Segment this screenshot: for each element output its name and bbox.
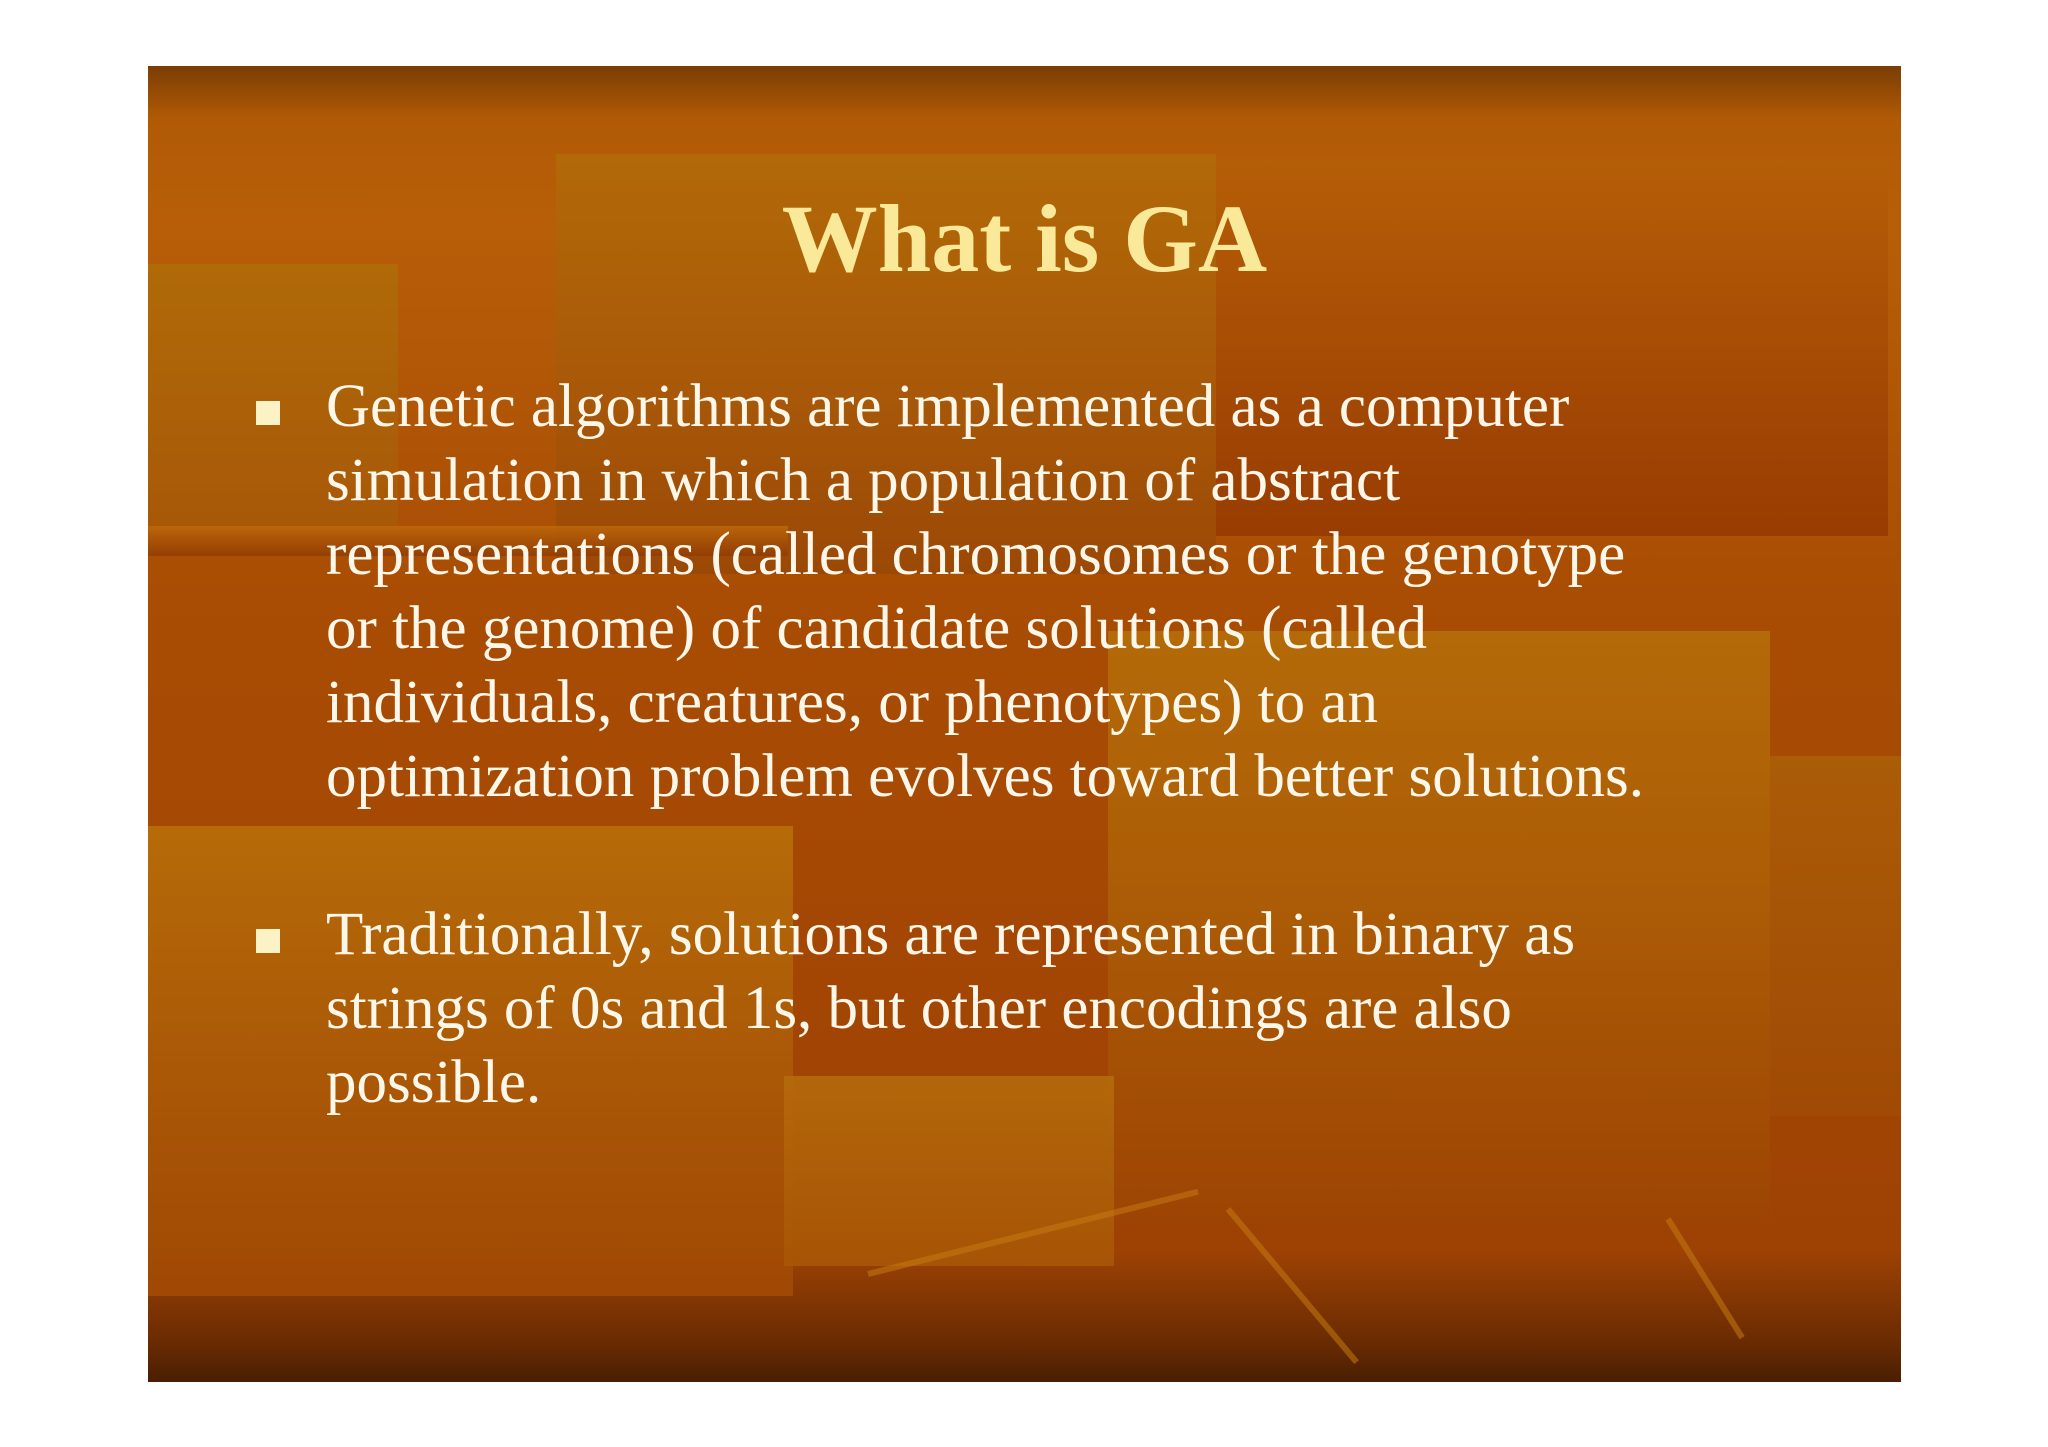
- square-bullet-icon: [256, 929, 280, 953]
- bullet-line: or the genome) of candidate solutions (called: [326, 595, 1428, 662]
- background-streak: [1226, 1207, 1359, 1364]
- bullet-line: strings of 0s and 1s, but other encodings are also: [326, 975, 1512, 1042]
- bullet-line: optimization problem evolves toward better solutions.: [326, 743, 1645, 810]
- bullet-item: [256, 898, 1876, 1120]
- bullet-text: [326, 370, 1644, 814]
- bullet-line: representations (called chromosomes or the genotype: [326, 521, 1626, 588]
- bullet-item: [256, 370, 1876, 814]
- square-bullet-icon: [256, 401, 280, 425]
- bullet-line: individuals, creatures, or phenotypes) to an: [326, 669, 1378, 736]
- bullet-line: possible.: [326, 1049, 542, 1116]
- bullet-list: [256, 370, 1876, 1120]
- slide-title: What is GA: [781, 185, 1268, 292]
- bullet-text: [326, 898, 1575, 1120]
- bullet-line: Genetic algorithms are implemented as a computer: [326, 373, 1570, 440]
- slide: [148, 66, 1901, 1382]
- bullet-line: Traditionally, solutions are represented in binary as: [326, 901, 1576, 968]
- background-streak: [1665, 1217, 1744, 1339]
- bullet-line: simulation in which a population of abstract: [326, 447, 1401, 514]
